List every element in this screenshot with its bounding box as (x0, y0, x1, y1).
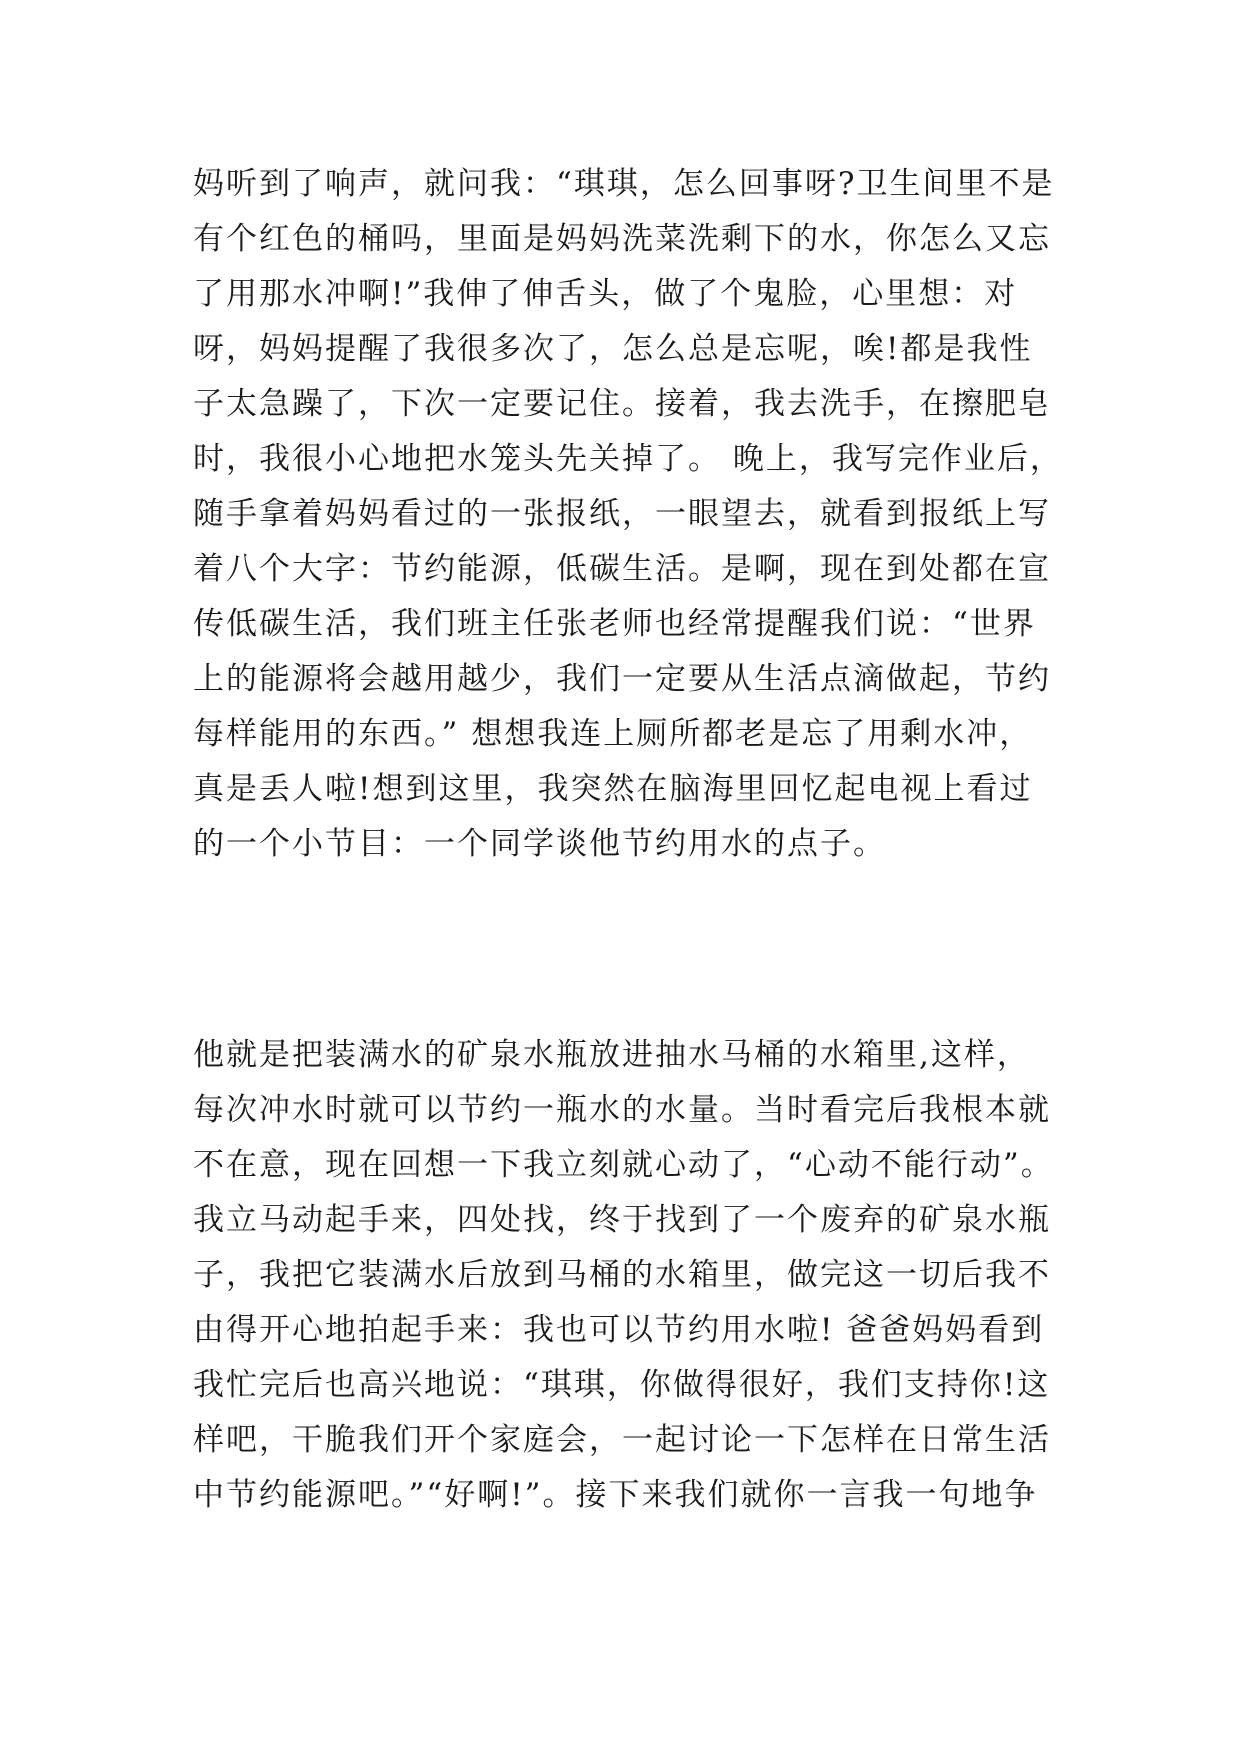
text-line: 真是丢人啦!想到这里，我突然在脑海里回忆起电视上看过 (193, 771, 1033, 807)
text-line: 了用那水冲啊!”我伸了伸舌头，做了个鬼脸，心里想：对 (193, 276, 1018, 312)
text-line: 子太急躁了，下次一定要记住。接着，我去洗手，在擦肥皂 (193, 386, 1051, 422)
text-line: 时，我很小心地把水笼头先关掉了。 晚上，我写完作业后， (193, 441, 1063, 477)
text-line: 子，我把它装满水后放到马桶的水箱里，做完这一切后我不 (193, 1257, 1051, 1293)
text-line: 每次冲水时就可以节约一瓶水的水量。当时看完后我根本就 (193, 1092, 1051, 1128)
text-line: 妈听到了响声，就问我：“琪琪，怎么回事呀?卫生间里不是 (193, 166, 1055, 202)
text-line: 不在意，现在回想一下我立刻就心动了，“心动不能行动”。 (193, 1147, 1054, 1183)
text-line: 传低碳生活，我们班主任张老师也经常提醒我们说：“世界 (193, 606, 1036, 642)
text-line: 的一个小节目：一个同学谈他节约用水的点子。 (193, 826, 886, 862)
text-line: 上的能源将会越用越少，我们一定要从生活点滴做起，节约 (193, 661, 1051, 697)
text-line: 他就是把装满水的矿泉水瓶放进抽水马桶的水箱里,这样， (193, 1037, 1030, 1073)
text-line: 呀，妈妈提醒了我很多次了，怎么总是忘呢，唉!都是我性 (193, 331, 1033, 367)
text-line: 随手拿着妈妈看过的一张报纸，一眼望去，就看到报纸上写 (193, 496, 1051, 532)
text-line: 由得开心地拍起手来：我也可以节约用水啦! 爸爸妈妈看到 (193, 1312, 1045, 1348)
text-line: 有个红色的桶吗，里面是妈妈洗菜洗剩下的水，你怎么又忘 (193, 221, 1051, 257)
text-line: 每样能用的东西。” 想想我连上厕所都老是忘了用剩水冲， (193, 716, 1033, 752)
text-line: 样吧，干脆我们开个家庭会，一起讨论一下怎样在日常生活 (193, 1422, 1051, 1458)
text-line: 着八个大字：节约能源，低碳生活。是啊，现在到处都在宣 (193, 551, 1051, 587)
text-line: 我忙完后也高兴地说：“琪琪，你做得很好，我们支持你!这 (193, 1367, 1051, 1403)
text-line: 中节约能源吧。”“好啊!”。接下来我们就你一言我一句地争 (193, 1477, 1038, 1513)
text-line: 我立马动起手来，四处找，终于找到了一个废弃的矿泉水瓶 (193, 1202, 1051, 1238)
